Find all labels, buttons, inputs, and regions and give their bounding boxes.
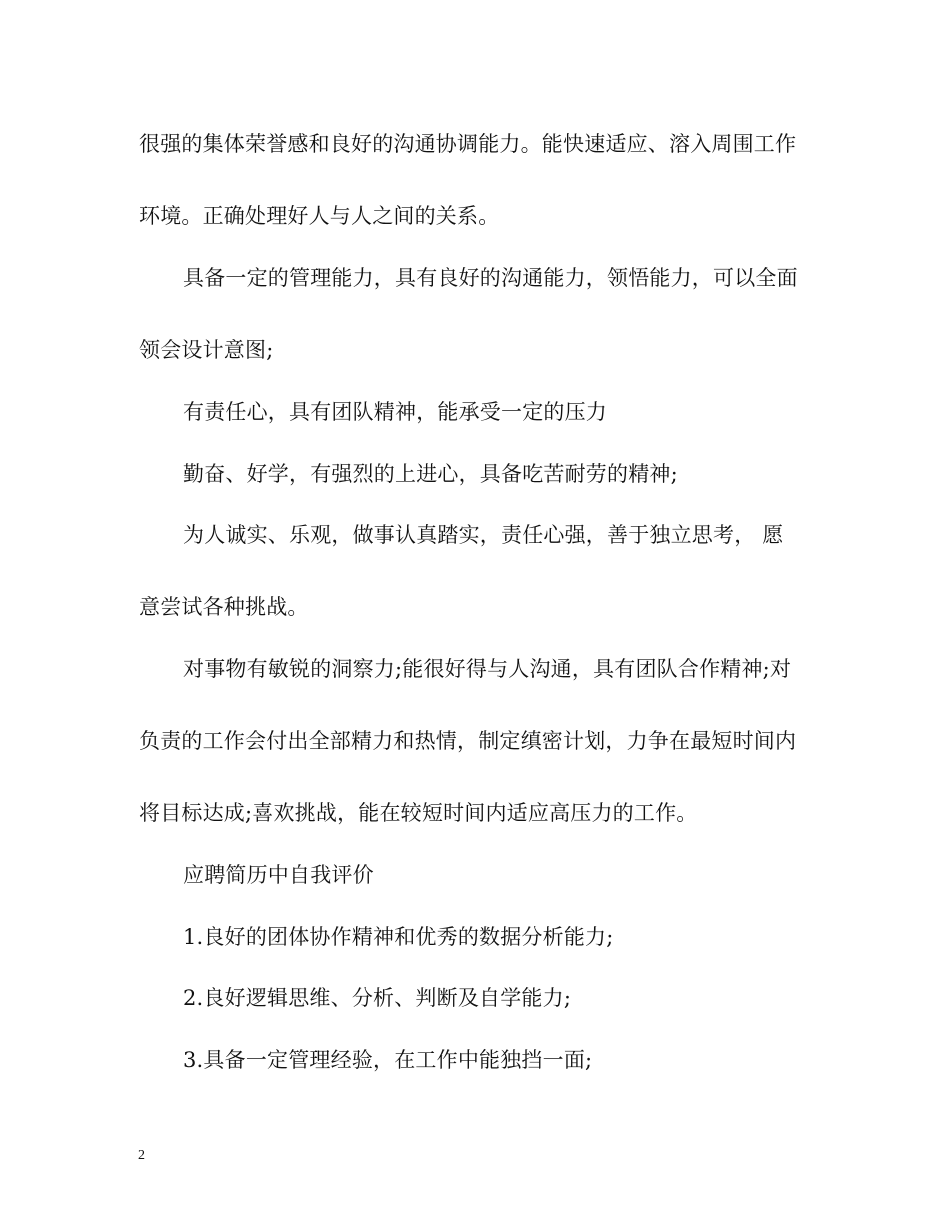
paragraph-2-line-2: 领会设计意图; (139, 338, 274, 362)
paragraph-6-line-1: 对事物有敏锐的洞察力;能很好得与人沟通，具有团队合作精神;对 (183, 657, 792, 681)
page-number: 2 (138, 1148, 145, 1163)
paragraph-5-line-1: 为人诚实、乐观，做事认真踏实，责任心强，善于独立思考， 愿 (183, 523, 784, 547)
section-heading-self-evaluation: 应聘简历中自我评价 (183, 863, 374, 887)
paragraph-6-line-2: 负责的工作会付出全部精力和热情，制定缜密计划，力争在最短时间内 (139, 729, 797, 753)
paragraph-2-line-1: 具备一定的管理能力，具有良好的沟通能力，领悟能力，可以全面 (183, 266, 798, 290)
paragraph-5-line-2: 意尝试各种挑战。 (139, 595, 309, 619)
paragraph-3-line-1: 有责任心，具有团队精神，能承受一定的压力 (183, 400, 607, 424)
paragraph-1-line-1: 很强的集体荣誉感和良好的沟通协调能力。能快速适应、溶入周围工作 (139, 132, 797, 156)
paragraph-1-line-2: 环境。正确处理好人与人之间的关系。 (139, 204, 500, 228)
paragraph-4-line-1: 勤奋、好学，有强烈的上进心，具备吃苦耐劳的精神; (183, 462, 678, 486)
evaluation-item-3: 3.具备一定管理经验，在工作中能独挡一面; (183, 1048, 593, 1072)
evaluation-item-2: 2.良好逻辑思维、分析、判断及自学能力; (183, 986, 572, 1010)
paragraph-6-line-3: 将目标达成;喜欢挑战，能在较短时间内适应高压力的工作。 (139, 801, 698, 825)
evaluation-item-1: 1.良好的团体协作精神和优秀的数据分析能力; (183, 925, 614, 949)
